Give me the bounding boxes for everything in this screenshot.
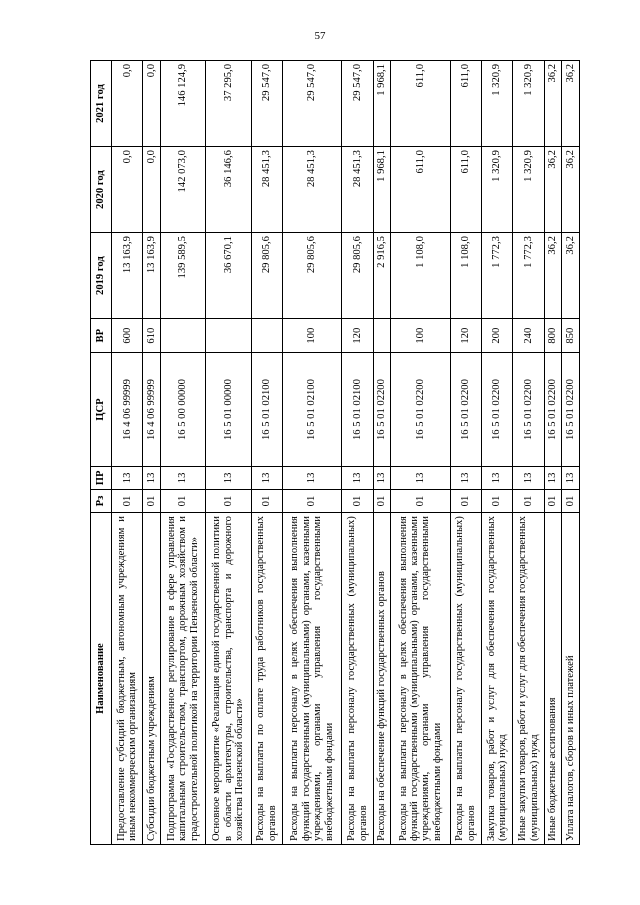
cell-name: Расходы на выплаты персоналу в целях обеспечения выполнения функций государственными (муниципальными) органами, казенными учреждениями, органами управления государственными внебюджетными фондами (283, 513, 342, 845)
header-2019: 2019 год (91, 233, 112, 319)
cell-vr: 800 (544, 319, 562, 353)
budget-table (90, 60, 580, 845)
cell-csr: 16 5 01 00000 (206, 353, 251, 467)
cell-2019: 1 772,3 (513, 233, 544, 319)
table-row (160, 61, 205, 845)
header-name: Наименование (91, 513, 112, 845)
cell-pr: 13 (143, 466, 161, 489)
cell-2021: 611,0 (450, 61, 481, 147)
cell-2019: 1 108,0 (450, 233, 481, 319)
cell-pr: 13 (342, 466, 373, 489)
table-row (544, 61, 562, 845)
cell-vr: 240 (513, 319, 544, 353)
cell-2019: 36,2 (544, 233, 562, 319)
cell-2021: 36,2 (562, 61, 580, 147)
table-row (143, 61, 161, 845)
cell-rz: 01 (283, 489, 342, 512)
cell-vr (160, 319, 205, 353)
cell-2020: 28 451,3 (342, 147, 373, 233)
rotated-table-container (90, 60, 580, 845)
cell-name: Расходы на выплаты персоналу государственных (муниципальных) органов (450, 513, 481, 845)
cell-rz: 01 (513, 489, 544, 512)
table-row (251, 61, 282, 845)
cell-rz: 01 (391, 489, 450, 512)
cell-name: Предоставление субсидий бюджетным, автономным учреждениям и иным некоммерческим организациям (112, 513, 143, 845)
cell-2020: 36,2 (562, 147, 580, 233)
cell-csr: 16 5 01 02200 (481, 353, 512, 467)
table-row (112, 61, 143, 845)
cell-2020: 0,0 (112, 147, 143, 233)
cell-csr: 16 5 01 02100 (283, 353, 342, 467)
cell-vr (251, 319, 282, 353)
cell-name: Основное мероприятие «Реализация единой государственной политики в области архитектуры, строительства, транспорта и дорожного хозяйства Пензенской области» (206, 513, 251, 845)
cell-csr: 16 5 01 02200 (450, 353, 481, 467)
cell-2020: 142 073,0 (160, 147, 205, 233)
cell-2019: 36 670,1 (206, 233, 251, 319)
cell-2021: 1 320,9 (481, 61, 512, 147)
cell-name: Иные бюджетные ассигнования (544, 513, 562, 845)
cell-name: Субсидии бюджетным учреждениям (143, 513, 161, 845)
cell-rz: 01 (544, 489, 562, 512)
cell-pr: 13 (251, 466, 282, 489)
cell-name: Иные закупки товаров, работ и услуг для обеспечения государственных (муниципальных) нужд (513, 513, 544, 845)
cell-2019: 29 805,6 (342, 233, 373, 319)
cell-rz: 01 (251, 489, 282, 512)
cell-rz: 01 (112, 489, 143, 512)
header-vr: ВР (91, 319, 112, 353)
cell-2021: 1 968,1 (373, 61, 391, 147)
cell-name: Подпрограмма «Государственное регулирование в сфере управления капитальным строительством, транспортом, дорожным хозяйством и градостроительной политикой на территории Пензенской области» (160, 513, 205, 845)
page-number: 57 (314, 30, 326, 42)
cell-name: Закупка товаров, работ и услуг для обеспечения государственных (муниципальных) нужд (481, 513, 512, 845)
cell-pr: 13 (160, 466, 205, 489)
cell-2019: 139 589,5 (160, 233, 205, 319)
cell-2019: 1 108,0 (391, 233, 450, 319)
cell-2020: 36,2 (544, 147, 562, 233)
cell-pr: 13 (206, 466, 251, 489)
cell-vr: 850 (562, 319, 580, 353)
table-row (283, 61, 342, 845)
cell-vr: 100 (283, 319, 342, 353)
cell-csr: 16 4 06 99999 (112, 353, 143, 467)
cell-2021: 36,2 (544, 61, 562, 147)
cell-csr: 16 5 01 02200 (562, 353, 580, 467)
cell-csr: 16 5 01 02200 (544, 353, 562, 467)
cell-2020: 28 451,3 (283, 147, 342, 233)
cell-rz: 01 (143, 489, 161, 512)
cell-vr: 100 (391, 319, 450, 353)
header-csr: ЦСР (91, 353, 112, 467)
header-rz: Рз (91, 489, 112, 512)
cell-pr: 13 (562, 466, 580, 489)
cell-rz: 01 (450, 489, 481, 512)
cell-rz: 01 (562, 489, 580, 512)
cell-vr (206, 319, 251, 353)
table-row (373, 61, 391, 845)
cell-pr: 13 (481, 466, 512, 489)
header-pr: ПР (91, 466, 112, 489)
cell-2021: 29 547,0 (251, 61, 282, 147)
cell-2020: 36 146,6 (206, 147, 251, 233)
table-row (206, 61, 251, 845)
cell-name: Расходы на выплаты персоналу в целях обеспечения выполнения функций государственными (муниципальными) органами, казенными учреждениями, органами управления государственными внебюджетными фондами (391, 513, 450, 845)
cell-2021: 37 295,0 (206, 61, 251, 147)
table-row (481, 61, 512, 845)
cell-2020: 1 968,1 (373, 147, 391, 233)
cell-2021: 0,0 (112, 61, 143, 147)
cell-csr: 16 5 01 02200 (373, 353, 391, 467)
cell-name: Расходы на выплаты по оплате труда работников государственных органов (251, 513, 282, 845)
header-2020: 2020 год (91, 147, 112, 233)
cell-name: Расходы на выплаты персоналу государственных (муниципальных) органов (342, 513, 373, 845)
cell-2021: 611,0 (391, 61, 450, 147)
header-row (91, 61, 112, 845)
cell-rz: 01 (373, 489, 391, 512)
cell-2019: 13 163,9 (112, 233, 143, 319)
cell-2019: 36,2 (562, 233, 580, 319)
cell-2021: 146 124,9 (160, 61, 205, 147)
table-body (112, 61, 580, 845)
cell-pr: 13 (513, 466, 544, 489)
cell-2019: 29 805,6 (283, 233, 342, 319)
cell-csr: 16 5 01 02100 (342, 353, 373, 467)
cell-rz: 01 (481, 489, 512, 512)
cell-csr: 16 5 01 02200 (391, 353, 450, 467)
cell-rz: 01 (206, 489, 251, 512)
cell-2019: 13 163,9 (143, 233, 161, 319)
cell-csr: 16 5 01 02100 (251, 353, 282, 467)
table-header (91, 61, 112, 845)
cell-rz: 01 (342, 489, 373, 512)
cell-2020: 28 451,3 (251, 147, 282, 233)
table-row (391, 61, 450, 845)
cell-pr: 13 (112, 466, 143, 489)
cell-2019: 1 772,3 (481, 233, 512, 319)
cell-vr: 610 (143, 319, 161, 353)
table-row (450, 61, 481, 845)
cell-rz: 01 (160, 489, 205, 512)
cell-csr: 16 5 01 02200 (513, 353, 544, 467)
cell-vr: 200 (481, 319, 512, 353)
table-row (562, 61, 580, 845)
cell-2021: 29 547,0 (342, 61, 373, 147)
cell-2021: 0,0 (143, 61, 161, 147)
cell-name: Уплата налогов, сборов и иных платежей (562, 513, 580, 845)
cell-name: Расходы на обеспечение функций государственных органов (373, 513, 391, 845)
cell-2021: 1 320,9 (513, 61, 544, 147)
cell-pr: 13 (283, 466, 342, 489)
cell-pr: 13 (391, 466, 450, 489)
cell-2019: 2 916,5 (373, 233, 391, 319)
cell-vr: 120 (450, 319, 481, 353)
cell-2020: 1 320,9 (481, 147, 512, 233)
cell-pr: 13 (373, 466, 391, 489)
cell-2020: 611,0 (391, 147, 450, 233)
cell-pr: 13 (450, 466, 481, 489)
cell-2020: 1 320,9 (513, 147, 544, 233)
cell-pr: 13 (544, 466, 562, 489)
cell-csr: 16 4 06 99999 (143, 353, 161, 467)
table-row (342, 61, 373, 845)
cell-vr (373, 319, 391, 353)
table-row (513, 61, 544, 845)
cell-2020: 0,0 (143, 147, 161, 233)
cell-vr: 600 (112, 319, 143, 353)
cell-csr: 16 5 00 00000 (160, 353, 205, 467)
cell-2021: 29 547,0 (283, 61, 342, 147)
header-2021: 2021 год (91, 61, 112, 147)
cell-vr: 120 (342, 319, 373, 353)
cell-2019: 29 805,6 (251, 233, 282, 319)
cell-2020: 611,0 (450, 147, 481, 233)
